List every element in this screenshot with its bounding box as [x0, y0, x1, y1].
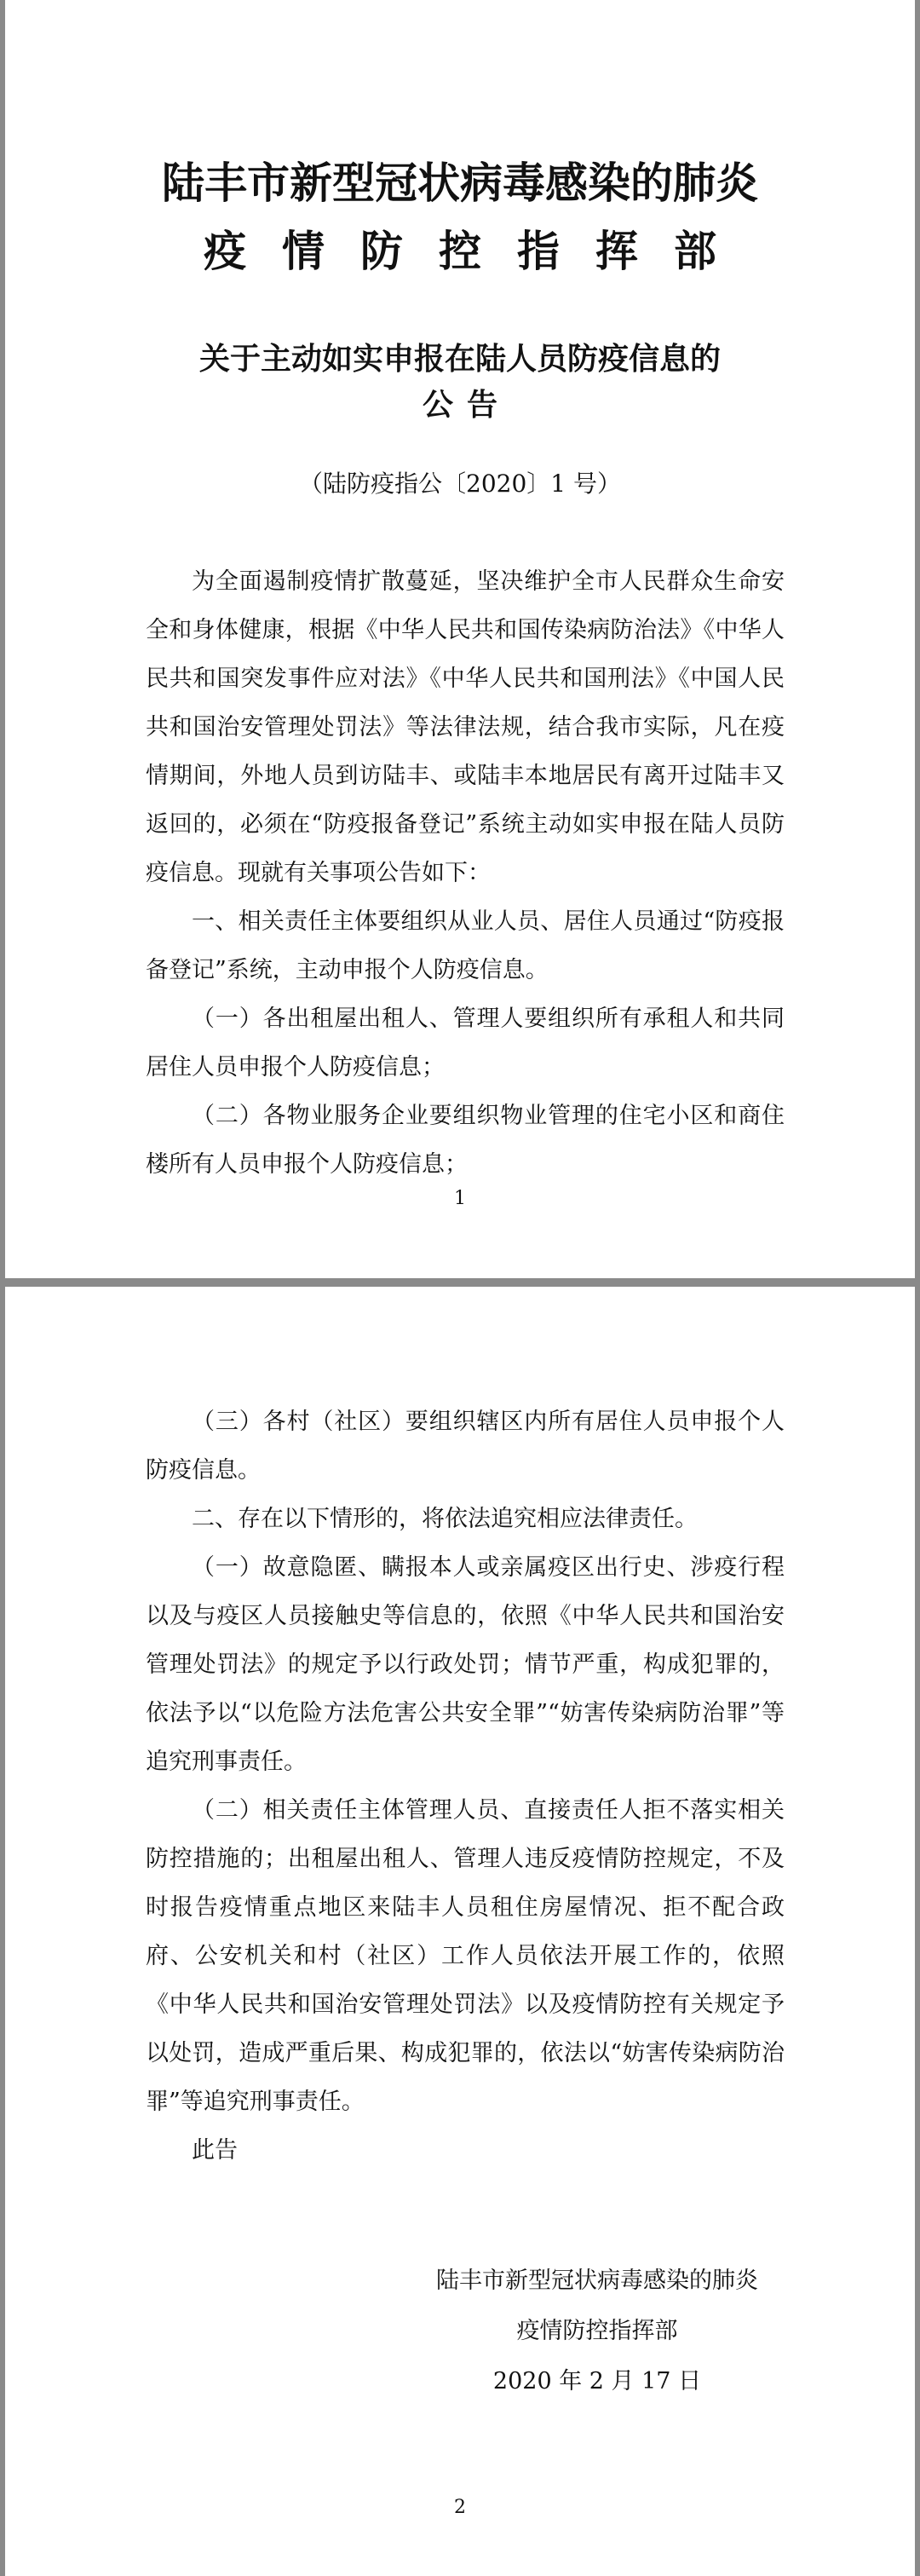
body-paragraph: （二）相关责任主体管理人员、直接责任人拒不落实相关防控措施的；出租屋出租人、管理人违反疫情防控规定，不及时报告疫情重点地区来陆丰人员租住房屋情况、拒不配合政府、公安机关和村（社区）工作人员依法开展工作的，依照《中华人民共和国治安管理处罚法》以及疫情防控有关规定予以处罚，造成严重后果、构成犯罪的，依法以“妨害传染病防治罪”等追究刑事责任。	[146, 1797, 785, 2115]
page-number: 2	[454, 2497, 466, 2518]
announcement-title-line-1: 关于主动如实申报在陆人员防疫信息的	[198, 341, 721, 377]
body-paragraph: （一）各出租屋出租人、管理人要组织所有承租人和共同居住人员申报个人防疫信息；	[146, 1006, 785, 1081]
body-paragraph: （二）各物业服务企业要组织物业管理的住宅小区和商住楼所有人员申报个人防疫信息；	[146, 1103, 785, 1178]
body-paragraph: 一、相关责任主体要组织从业人员、居住人员通过“防疫报备登记”系统，主动申报个人防疫信息。	[146, 908, 785, 983]
body-paragraph: 为全面遏制疫情扩散蔓延，坚决维护全市人民群众生命安全和身体健康，根据《中华人民共和国传染病防治法》《中华人民共和国突发事件应对法》《中华人民共和国刑法》《中国人民共和国治安管理处罚法》等法律法规，结合我市实际，凡在疫情期间，外地人员到访陆丰、或陆丰本地居民有离开过陆丰又返回的，必须在“防疫报备登记”系统主动如实申报在陆人员防疫信息。现就有关事项公告如下：	[146, 568, 785, 886]
body-paragraph: （一）故意隐匿、瞒报本人或亲属疫区出行史、涉疫行程以及与疫区人员接触史等信息的，依照《中华人民共和国治安管理处罚法》的规定予以行政处罚；情节严重，构成犯罪的，依法予以“以危险方法危害公共安全罪”“妨害传染病防治罪”等追究刑事责任。	[146, 1554, 785, 1775]
closing-remark: 此告	[192, 2137, 238, 2164]
body-paragraph: （三）各村（社区）要组织辖区内所有居住人员申报个人防疫信息。	[146, 1409, 785, 1484]
signature-date: 2020 年 2 月 17 日	[492, 2368, 702, 2394]
page-2-body	[146, 1397, 785, 2175]
document-page-1	[5, 0, 915, 1278]
signature-org-line-2: 疫情防控指挥部	[516, 2318, 678, 2344]
document-page-2	[5, 1287, 915, 2576]
document-number: （陆防疫指公〔2020〕1 号）	[299, 470, 621, 498]
page-1-body	[146, 557, 785, 1189]
page-number: 1	[454, 1188, 466, 1209]
announcement-title-line-2: 公告	[422, 387, 511, 423]
signature-block	[384, 2256, 810, 2406]
signature-org-line-1: 陆丰市新型冠状病毒感染的肺炎	[436, 2268, 758, 2294]
document-title-line-1: 陆丰市新型冠状病毒感染的肺炎	[162, 158, 758, 208]
document-title-line-2: 疫情防控指挥部	[204, 226, 752, 276]
body-paragraph: 二、存在以下情形的，将依法追究相应法律责任。	[192, 1506, 698, 1532]
